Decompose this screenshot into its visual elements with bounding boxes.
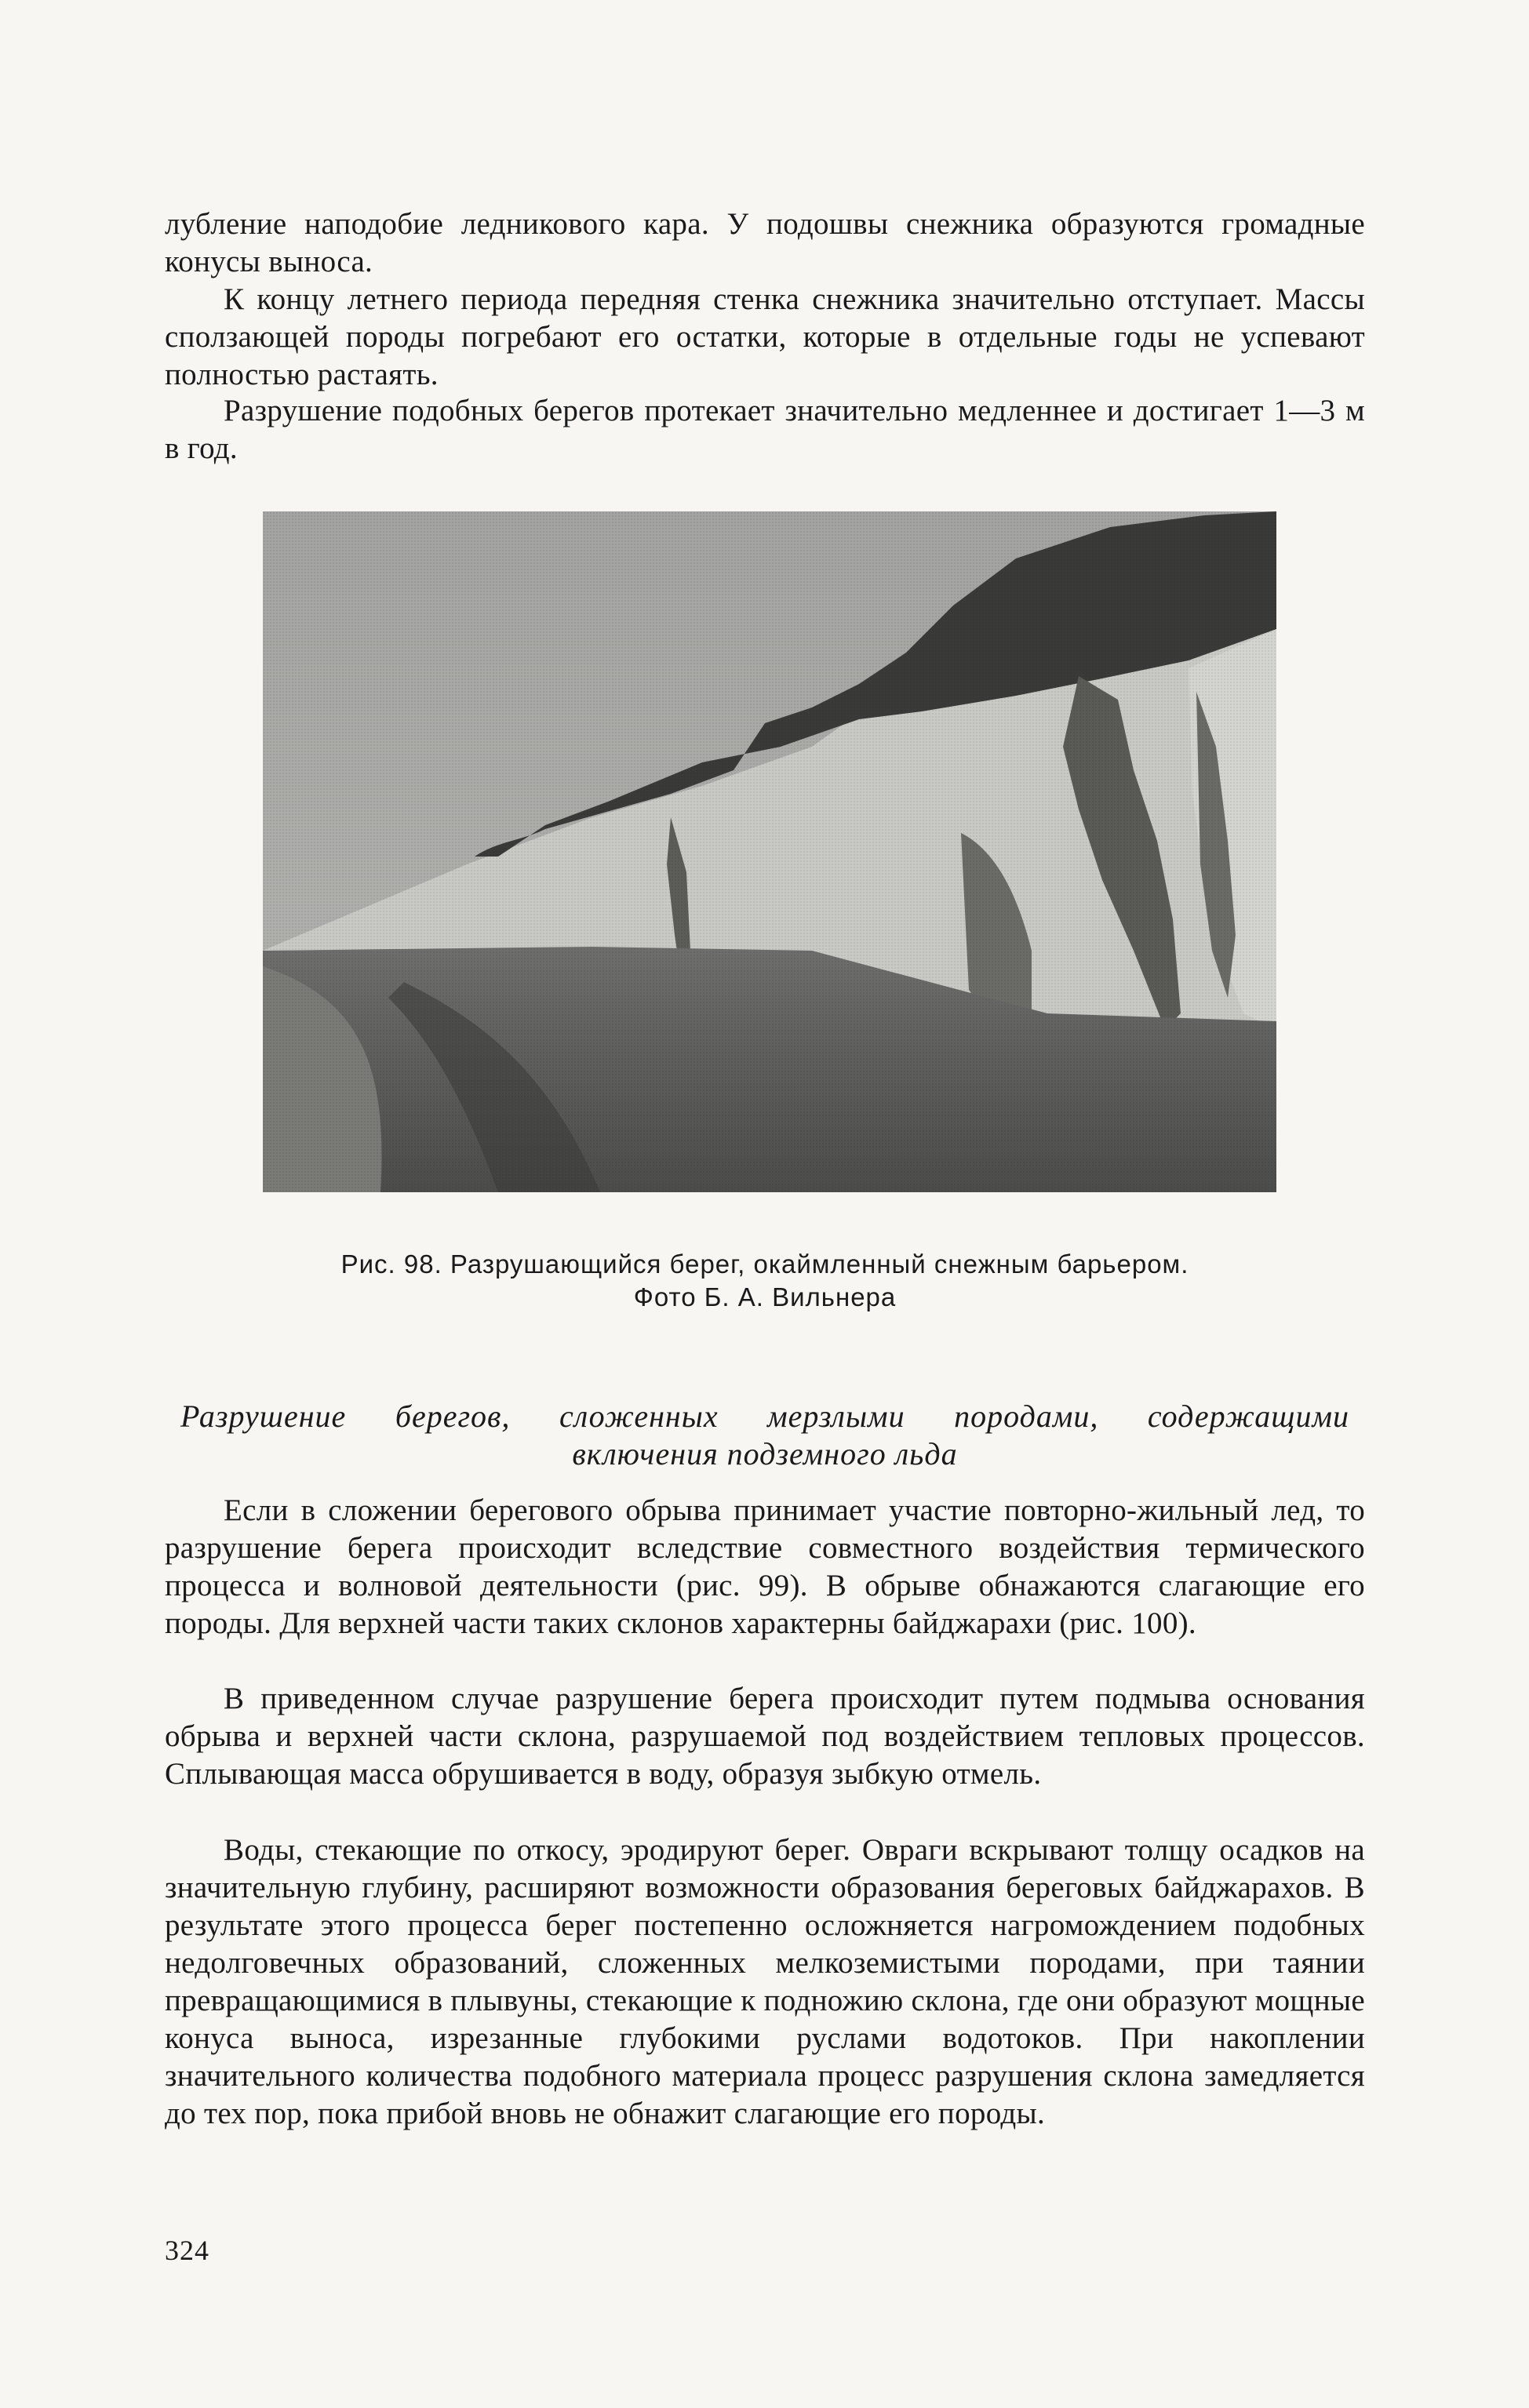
coast-photo [263,511,1276,1192]
figure-caption-line1: Рис. 98. Разрушающийся берег, окаймленный снежным барьером. [340,1249,1189,1279]
paragraph-destruction-rate: Разрушение подобных берегов протекает значительно медленнее и достигает 1—3 м в год. [165,394,1365,465]
paragraph-undercutting: В приведенном случае разрушение берега происходит путем подмыва основания обрыва и верхней части склона, разрушаемой под воздействием тепловых процессов. Сплывающая масса обрушивается в воду, образуя зыбкую отмель. [165,1682,1365,1791]
figure-caption-line2: Фото Б. А. Вильнера [633,1282,897,1311]
paragraph-erosion: Воды, стекающие по откосу, эродируют берег. Овраги вскрывают толщу осадков на значительную глубину, расширяют возможности образования береговых байджарахов. В результате этого процесса берег постепенно осложняется нагромождением подобных недолговечных образований, сложенных мелкоземистыми породами, при таянии превращающимися в плывуны, стекающие к подножию склона, где они образуют мощные конуса выноса, изрезанные глубокими руслами водотоков. При накоплении значительного количества подобного материала процесс разрушения склона замедляется до тех пор, пока прибой вновь не обнажит слагающие его породы. [165,1833,1365,2130]
section-title-line1: Разрушение берегов, сложенных мерзлыми породами, содержащими [180,1399,1349,1434]
paragraph-ice-wedge: Если в сложении берегового обрыва принимает участие повторно-жильный лед, то разрушение берега происходит вследствие совместного воздействия термического процесса и волновой деятельности (рис. 99). В обрыве обнажаются слагающие его породы. Для верхней части таких склонов характерны байджарахи (рис. 100). [165,1493,1365,1640]
paragraph-continuation: лубление наподобие ледникового кара. У подошвы снежника образуются громадные конусы выноса. [165,207,1365,278]
page-number: 324 [165,2235,209,2266]
section-title [180,1398,1349,1473]
section-title-line2: включения подземного льда [572,1436,958,1471]
paragraph-snow-wall: К концу летнего периода передняя стенка снежника значительно отступает. Массы сползающей породы погребают его остатки, которые в отдельные годы не успевают полностью растаять. [165,282,1365,391]
